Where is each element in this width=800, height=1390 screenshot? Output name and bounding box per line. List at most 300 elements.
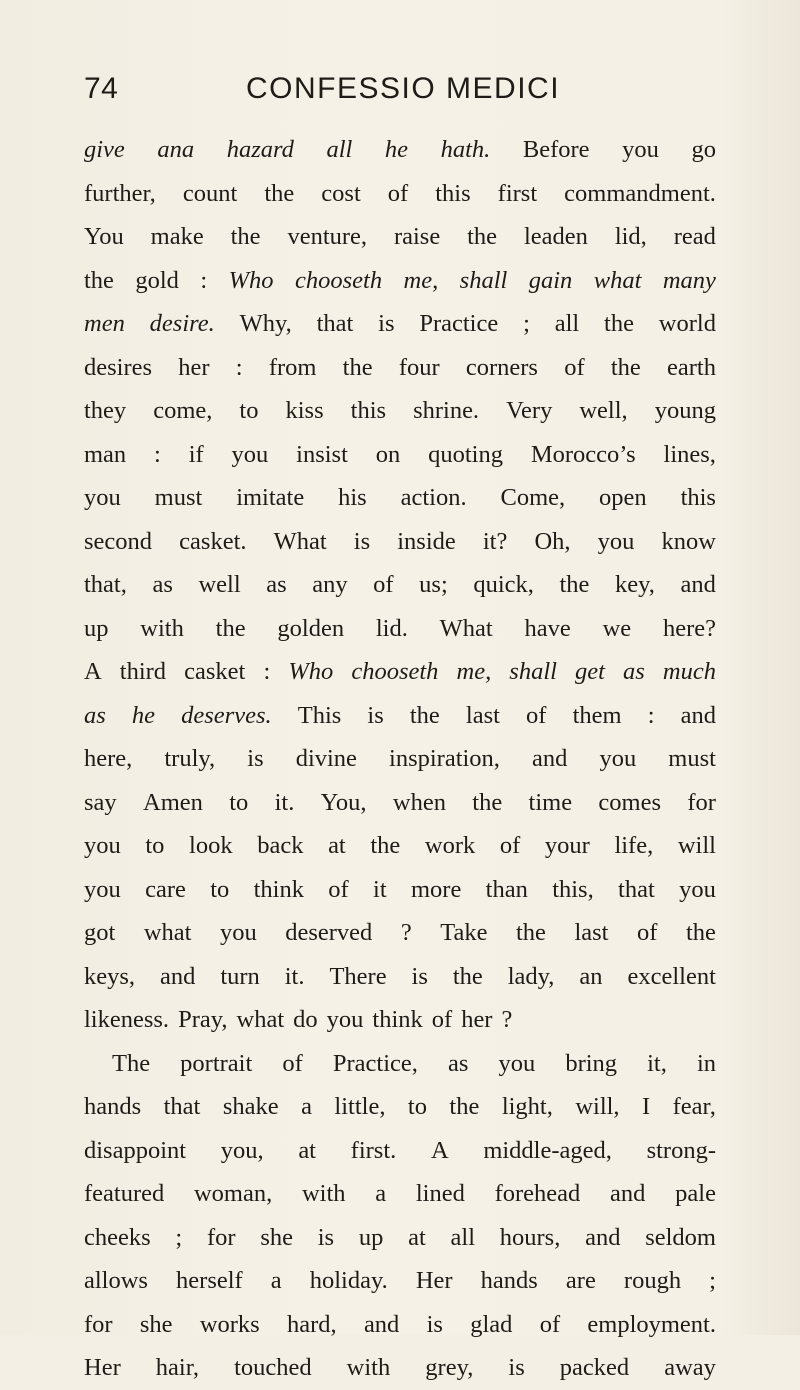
word: must bbox=[668, 745, 716, 772]
word: of bbox=[539, 1310, 561, 1338]
word: at bbox=[328, 832, 346, 859]
word: will, bbox=[575, 1093, 620, 1120]
text-line bbox=[84, 1172, 716, 1216]
word: of bbox=[328, 875, 349, 903]
word: them bbox=[572, 701, 622, 729]
word: any bbox=[312, 571, 348, 598]
word: this, bbox=[552, 875, 594, 903]
word: quick, bbox=[473, 571, 534, 598]
word: ana bbox=[157, 136, 195, 163]
text-line bbox=[84, 868, 716, 912]
word: the bbox=[230, 223, 261, 250]
word: her bbox=[178, 353, 210, 381]
word: she bbox=[260, 1223, 293, 1251]
word: deserved bbox=[285, 919, 373, 946]
word: hands bbox=[84, 1093, 142, 1120]
word: her bbox=[461, 1006, 493, 1033]
word: me, bbox=[456, 658, 492, 685]
word: hair, bbox=[155, 1354, 200, 1381]
word: portrait bbox=[180, 1049, 253, 1077]
word: of bbox=[373, 571, 394, 598]
word: keys, bbox=[84, 962, 136, 990]
text-line bbox=[84, 259, 716, 303]
word: make bbox=[150, 223, 204, 250]
word: woman, bbox=[193, 1180, 273, 1207]
text-line bbox=[84, 128, 716, 172]
word: the bbox=[409, 701, 440, 729]
word: give bbox=[84, 136, 125, 163]
word: your bbox=[544, 832, 590, 859]
word: you bbox=[597, 527, 635, 555]
word: insist bbox=[296, 440, 348, 468]
word: packed bbox=[559, 1354, 630, 1381]
word: get bbox=[575, 658, 605, 685]
word: read bbox=[673, 223, 716, 250]
word: than bbox=[485, 875, 528, 903]
word: of bbox=[282, 1049, 303, 1077]
word: is bbox=[247, 745, 264, 772]
word: if bbox=[188, 440, 204, 468]
word: have bbox=[524, 614, 571, 642]
word: Her bbox=[84, 1354, 121, 1381]
word: middle-aged, bbox=[483, 1136, 612, 1164]
word: raise bbox=[393, 223, 441, 250]
word: You bbox=[84, 223, 124, 250]
word: forehead bbox=[494, 1180, 581, 1207]
text-line bbox=[84, 476, 716, 520]
word: hands bbox=[480, 1267, 538, 1294]
word: The bbox=[112, 1049, 151, 1077]
word: that, bbox=[84, 571, 127, 598]
word: man bbox=[84, 440, 127, 468]
word: in bbox=[696, 1049, 716, 1077]
word: you, bbox=[220, 1136, 264, 1164]
word: for bbox=[84, 1310, 113, 1338]
text-line bbox=[84, 520, 716, 564]
word: and bbox=[680, 701, 716, 729]
word: care bbox=[145, 875, 186, 903]
word: is bbox=[411, 962, 428, 990]
word: with bbox=[301, 1180, 346, 1207]
word: and bbox=[680, 571, 716, 598]
word: seldom bbox=[645, 1223, 716, 1251]
word: for bbox=[687, 788, 716, 816]
word: allows bbox=[84, 1267, 148, 1294]
word: with bbox=[346, 1354, 391, 1381]
word: deserves. bbox=[181, 701, 272, 729]
word: that bbox=[618, 875, 655, 903]
word: what bbox=[143, 919, 192, 946]
word: to bbox=[229, 788, 249, 816]
word: the bbox=[452, 962, 483, 990]
word: the bbox=[449, 1093, 480, 1120]
word: hard, bbox=[286, 1310, 337, 1338]
word: hours, bbox=[499, 1223, 561, 1251]
word: Practice, bbox=[332, 1049, 418, 1077]
word: ? bbox=[400, 919, 412, 946]
word: that bbox=[316, 310, 354, 337]
text-line bbox=[84, 563, 716, 607]
word: truly, bbox=[164, 745, 216, 772]
word: cheeks bbox=[84, 1223, 151, 1251]
word: work bbox=[424, 832, 476, 859]
word: think bbox=[253, 875, 304, 903]
text-line bbox=[84, 650, 716, 694]
word: Very bbox=[506, 397, 553, 424]
word: you bbox=[219, 919, 257, 946]
word: Who bbox=[228, 266, 274, 294]
word: as bbox=[84, 701, 106, 729]
word: much bbox=[662, 658, 716, 685]
word: Morocco’s bbox=[530, 440, 636, 468]
word: Who bbox=[288, 658, 334, 685]
word: it? bbox=[482, 527, 508, 555]
word: ; bbox=[175, 1223, 183, 1251]
word: inside bbox=[397, 527, 456, 555]
word: glad bbox=[470, 1310, 513, 1338]
word: quoting bbox=[428, 440, 503, 468]
word: well bbox=[198, 571, 241, 598]
word: a bbox=[375, 1180, 387, 1207]
word: as bbox=[447, 1049, 469, 1077]
word: lines, bbox=[663, 440, 716, 468]
word: third bbox=[119, 658, 167, 685]
word: a bbox=[301, 1093, 312, 1120]
word: the bbox=[215, 614, 246, 642]
text-line bbox=[84, 172, 716, 216]
word: me, bbox=[403, 266, 439, 294]
word: is bbox=[508, 1354, 525, 1381]
word: up bbox=[358, 1223, 384, 1251]
word: the bbox=[370, 832, 401, 859]
word: you bbox=[622, 136, 659, 163]
word: what bbox=[593, 266, 642, 294]
word: think bbox=[372, 1006, 423, 1033]
word: she bbox=[139, 1310, 173, 1338]
word: his bbox=[338, 484, 367, 511]
word: employment. bbox=[587, 1310, 716, 1338]
word: he bbox=[384, 136, 409, 163]
word: with bbox=[140, 614, 184, 642]
word: corners bbox=[465, 353, 538, 381]
word: likeness. bbox=[84, 1006, 170, 1033]
word: a bbox=[270, 1267, 282, 1294]
word: look bbox=[189, 832, 233, 859]
text-line bbox=[84, 433, 716, 477]
word: desire. bbox=[149, 310, 215, 337]
word: say bbox=[84, 788, 117, 816]
text-line bbox=[84, 1346, 716, 1390]
word: of bbox=[564, 353, 585, 381]
word: this bbox=[680, 484, 716, 511]
word: you bbox=[84, 832, 121, 859]
text-line bbox=[84, 998, 716, 1042]
page-number: 74 bbox=[84, 72, 119, 105]
word: Her bbox=[415, 1267, 453, 1294]
word: got bbox=[84, 919, 116, 946]
text-line bbox=[84, 346, 716, 390]
word: hath. bbox=[440, 136, 491, 163]
word: excellent bbox=[627, 962, 716, 990]
word: the bbox=[342, 353, 373, 381]
text-line bbox=[84, 824, 716, 868]
word: at bbox=[298, 1136, 316, 1164]
text-line bbox=[84, 911, 716, 955]
word: away bbox=[664, 1354, 716, 1381]
text-line bbox=[84, 694, 716, 738]
word: go bbox=[691, 136, 716, 163]
word: This bbox=[297, 701, 342, 729]
word: from bbox=[268, 353, 317, 381]
word: ; bbox=[709, 1267, 716, 1294]
word: There bbox=[329, 962, 387, 990]
text-line bbox=[84, 1042, 716, 1086]
word: hazard bbox=[226, 136, 294, 163]
word: the bbox=[685, 919, 716, 946]
word: you bbox=[679, 875, 716, 903]
word: chooseth bbox=[351, 658, 439, 685]
word: little, bbox=[334, 1093, 386, 1120]
word: cost bbox=[321, 179, 361, 207]
word: as bbox=[266, 571, 287, 598]
word: works bbox=[199, 1310, 260, 1338]
word: key, bbox=[615, 571, 655, 598]
word: is bbox=[378, 310, 395, 337]
word: : bbox=[235, 353, 243, 381]
word: lid, bbox=[614, 223, 647, 250]
word: you bbox=[231, 440, 269, 468]
text-line bbox=[84, 607, 716, 651]
word: Practice bbox=[419, 310, 499, 337]
word: chooseth bbox=[294, 266, 383, 294]
word: casket bbox=[184, 658, 246, 685]
word: the bbox=[559, 571, 590, 598]
word: here, bbox=[84, 745, 133, 772]
word: second bbox=[84, 527, 153, 555]
word: comes bbox=[598, 788, 662, 816]
word: this bbox=[350, 397, 387, 424]
text-line bbox=[84, 215, 716, 259]
word: is bbox=[367, 701, 384, 729]
word: are bbox=[565, 1267, 596, 1294]
text-line bbox=[84, 1216, 716, 1260]
word: Come, bbox=[500, 484, 566, 511]
word: to bbox=[407, 1093, 427, 1120]
word: divine bbox=[295, 745, 357, 772]
word: you bbox=[498, 1049, 536, 1077]
running-head: CONFESSIO MEDICI bbox=[246, 72, 561, 105]
word: earth bbox=[666, 353, 716, 381]
word: desires bbox=[84, 353, 153, 381]
word: shall bbox=[509, 658, 557, 685]
word: and bbox=[532, 745, 568, 772]
word: A bbox=[430, 1136, 449, 1164]
word: gold bbox=[135, 266, 179, 294]
text-line bbox=[84, 737, 716, 781]
word: he bbox=[131, 701, 156, 729]
word: of bbox=[637, 919, 658, 946]
word: light, bbox=[501, 1093, 553, 1120]
word: all bbox=[450, 1223, 476, 1251]
word: Amen bbox=[143, 788, 203, 816]
word: Before bbox=[522, 136, 590, 163]
word: further, bbox=[84, 179, 156, 207]
word: imitate bbox=[236, 484, 305, 511]
word: first bbox=[497, 179, 538, 207]
word: ; bbox=[523, 310, 530, 337]
word: men bbox=[84, 310, 125, 337]
word: life, bbox=[614, 832, 654, 859]
word: and bbox=[585, 1223, 621, 1251]
word: is bbox=[353, 527, 371, 555]
word: will bbox=[677, 832, 716, 859]
word: of bbox=[431, 1006, 453, 1033]
word: up bbox=[84, 614, 109, 642]
word: that bbox=[163, 1093, 201, 1120]
text-line bbox=[84, 955, 716, 999]
word: shrine. bbox=[413, 397, 480, 424]
word: Take bbox=[440, 919, 488, 946]
word: I bbox=[642, 1093, 651, 1120]
word: and bbox=[610, 1180, 646, 1207]
word: and bbox=[363, 1310, 400, 1338]
word: A bbox=[84, 658, 102, 685]
word: touched bbox=[234, 1354, 312, 1381]
word: all bbox=[554, 310, 580, 337]
word: an bbox=[579, 962, 603, 990]
word: What bbox=[439, 614, 493, 642]
word: action. bbox=[400, 484, 467, 511]
word: Why, bbox=[239, 310, 292, 337]
word: herself bbox=[176, 1267, 243, 1294]
word: the bbox=[516, 919, 546, 946]
word: lid. bbox=[375, 614, 408, 642]
word: Oh, bbox=[534, 527, 571, 555]
word: leaden bbox=[523, 223, 588, 250]
text-line bbox=[84, 781, 716, 825]
word: rough bbox=[623, 1267, 682, 1294]
word: what bbox=[236, 1006, 285, 1033]
word: strong- bbox=[646, 1136, 716, 1164]
word: it bbox=[373, 875, 387, 903]
word: You, bbox=[320, 788, 367, 816]
word: must bbox=[154, 484, 203, 511]
word: count bbox=[182, 179, 238, 207]
word: gain bbox=[528, 266, 573, 294]
word: you bbox=[84, 484, 121, 511]
word: when bbox=[392, 788, 446, 816]
word: holiday. bbox=[309, 1267, 388, 1294]
word: know bbox=[661, 527, 716, 555]
word: as bbox=[152, 571, 173, 598]
word: the bbox=[84, 266, 114, 294]
word: it, bbox=[647, 1049, 667, 1077]
word: as bbox=[623, 658, 645, 685]
page-header bbox=[84, 72, 716, 116]
word: Pray, bbox=[178, 1006, 228, 1033]
word: four bbox=[398, 353, 440, 381]
word: : bbox=[200, 266, 208, 294]
word: the bbox=[467, 223, 498, 250]
word: turn bbox=[220, 962, 260, 990]
word: you bbox=[84, 875, 121, 903]
word: we bbox=[602, 614, 632, 642]
text-line bbox=[84, 389, 716, 433]
word: do bbox=[293, 1006, 318, 1033]
word: the bbox=[472, 788, 503, 816]
word: lady, bbox=[507, 962, 555, 990]
word: shall bbox=[459, 266, 508, 294]
word: and bbox=[160, 962, 196, 990]
word: it. bbox=[284, 962, 305, 990]
word: to bbox=[210, 875, 230, 903]
word: last bbox=[574, 919, 609, 946]
word: What bbox=[273, 527, 327, 555]
word: lined bbox=[415, 1180, 465, 1207]
word: more bbox=[411, 875, 462, 903]
word: it. bbox=[274, 788, 295, 816]
word: world bbox=[658, 310, 716, 337]
word: all bbox=[326, 136, 353, 163]
word: : bbox=[647, 701, 655, 729]
word: last bbox=[465, 701, 500, 729]
word: casket. bbox=[179, 527, 247, 555]
word: : bbox=[263, 658, 271, 685]
word: well, bbox=[579, 397, 628, 424]
text-line bbox=[84, 1303, 716, 1347]
word: the bbox=[264, 179, 295, 207]
word: the bbox=[604, 310, 634, 337]
word: shake bbox=[222, 1093, 279, 1120]
word: of bbox=[387, 179, 409, 207]
word: pale bbox=[675, 1180, 716, 1207]
word: time bbox=[528, 788, 573, 816]
text-line bbox=[84, 1085, 716, 1129]
word: kiss bbox=[285, 397, 324, 424]
word: grey, bbox=[425, 1354, 474, 1381]
word: come, bbox=[153, 397, 213, 424]
word: of bbox=[526, 701, 547, 729]
word: golden bbox=[277, 614, 345, 642]
word: disappoint bbox=[84, 1136, 187, 1164]
word: back bbox=[257, 832, 304, 859]
word: they bbox=[84, 397, 127, 424]
text-line bbox=[84, 302, 716, 346]
text-line bbox=[84, 1259, 716, 1303]
word: you bbox=[599, 745, 637, 772]
word: of bbox=[499, 832, 521, 859]
word: to bbox=[239, 397, 259, 424]
word: us; bbox=[419, 571, 448, 598]
text-line bbox=[84, 1129, 716, 1173]
word: venture, bbox=[287, 223, 368, 250]
word: on bbox=[375, 440, 401, 468]
word: commandment. bbox=[564, 179, 716, 207]
word: fear, bbox=[672, 1093, 716, 1120]
body-text bbox=[84, 128, 716, 1390]
word: first. bbox=[350, 1136, 397, 1164]
word: open bbox=[599, 484, 647, 511]
word: is bbox=[426, 1310, 443, 1338]
word: is bbox=[317, 1223, 335, 1251]
word: ? bbox=[501, 1006, 513, 1033]
word: many bbox=[662, 266, 716, 294]
word: at bbox=[408, 1223, 426, 1251]
word: to bbox=[145, 832, 165, 859]
word: the bbox=[610, 353, 641, 381]
word: inspiration, bbox=[389, 745, 500, 772]
word: here? bbox=[662, 614, 716, 642]
